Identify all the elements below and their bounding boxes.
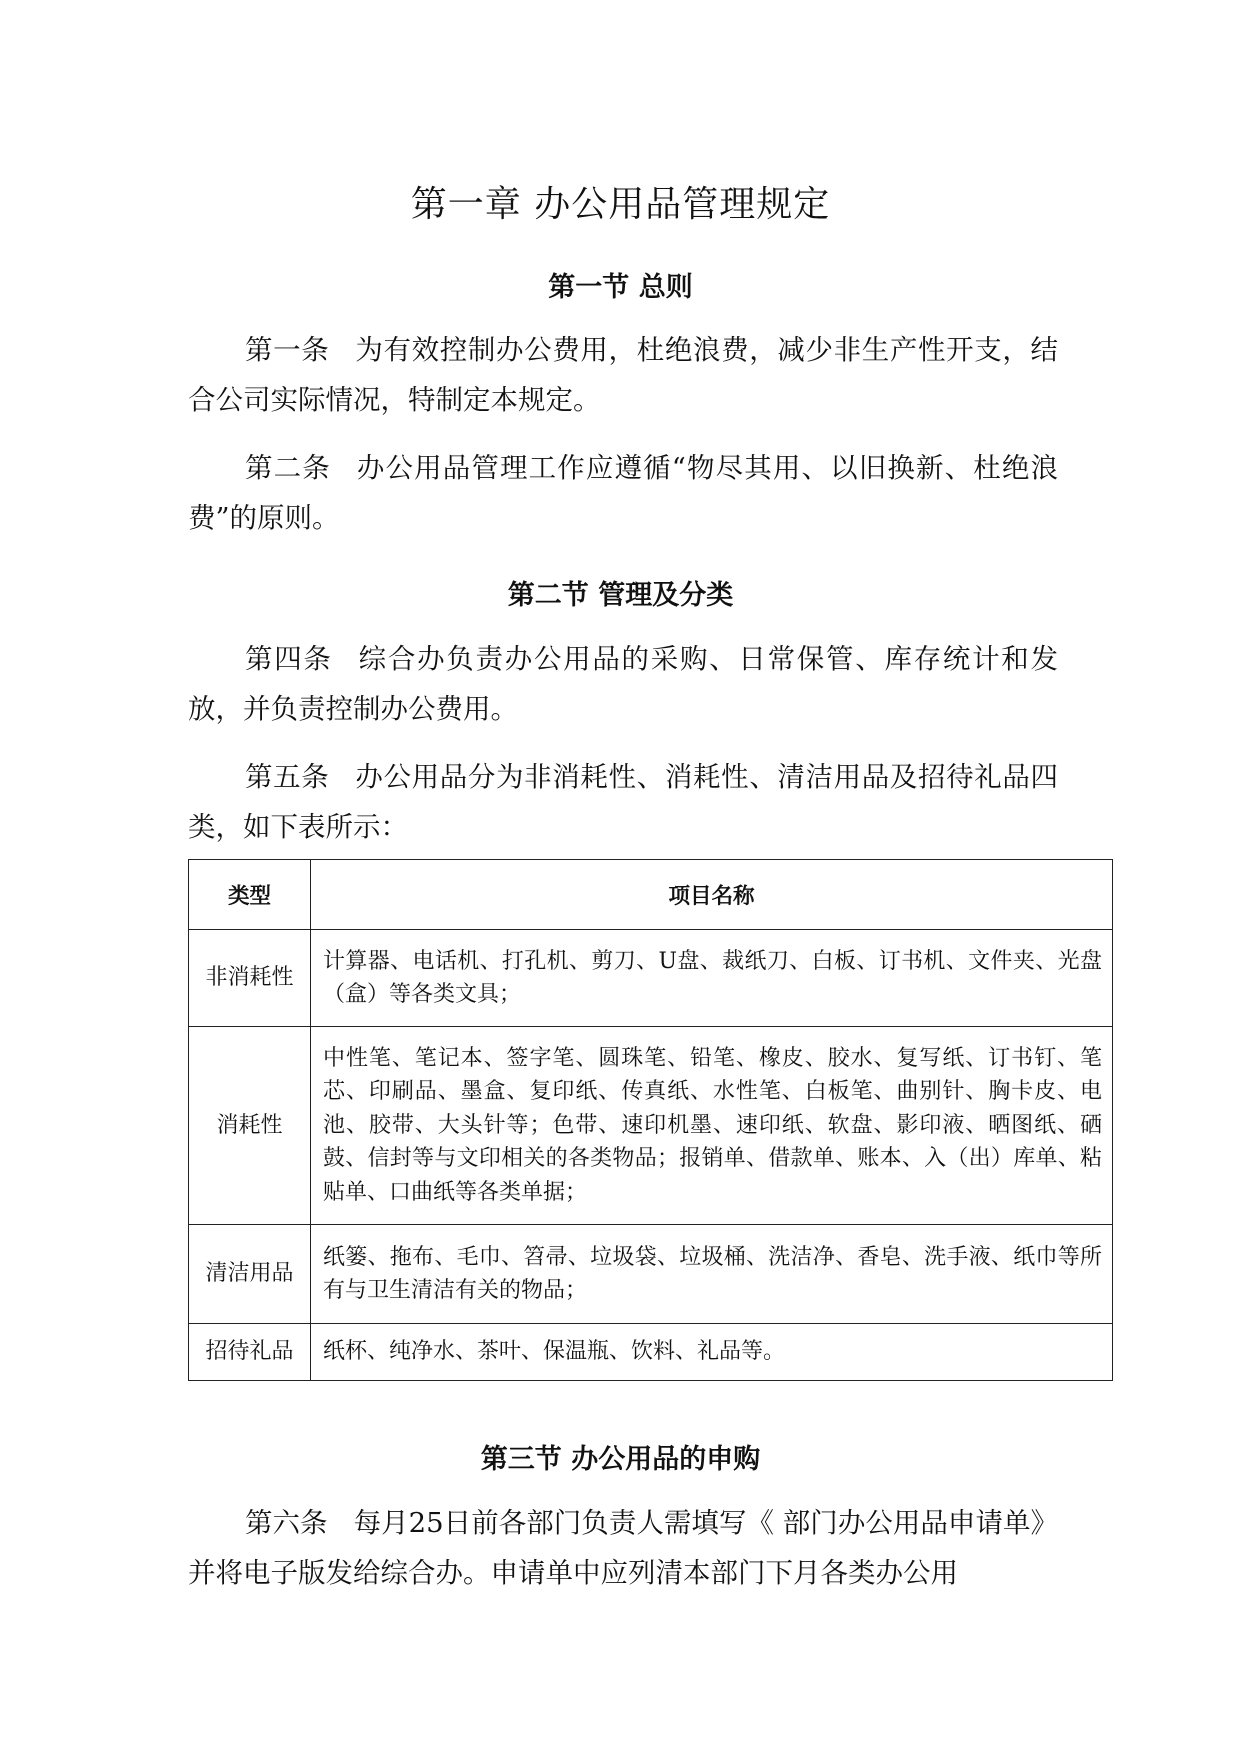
- table-header-row: [189, 860, 1113, 930]
- section-title-1: 第一节 总则: [548, 272, 693, 303]
- article-label: 第四条: [245, 643, 333, 675]
- section-title-3: 第三节 办公用品的申购: [480, 1444, 761, 1475]
- article-label: 第六条: [245, 1507, 328, 1539]
- table-cell-items: 纸篓、拖布、毛巾、笤帚、垃圾袋、垃圾桶、洗洁净、香皂、洗手液、纸巾等所有与卫生清洁有关的物品；: [311, 1225, 1113, 1324]
- article-5: [188, 752, 1058, 852]
- article-text: 办公用品管理工作应遵循“物尽其用、以旧换新、杜绝浪费”的原则。: [188, 452, 1059, 534]
- article-1: [188, 325, 1058, 425]
- article-text: 办公用品分为非消耗性、消耗性、清洁用品及招待礼品四类，如下表所示：: [188, 761, 1058, 843]
- table-cell-items: 中性笔、笔记本、签字笔、圆珠笔、铅笔、橡皮、胶水、复写纸、订书钉、笔芯、印刷品、墨盒、复印纸、传真纸、水性笔、白板笔、曲别针、胸卡皮、电池、胶带、大头针等；色带、速印机墨、速印纸、软盘、影印液、晒图纸、硒鼓、信封等与文印相关的各类物品；报销单、借款单、账本、入（出）库单、粘贴单、口曲纸等各类单据；: [311, 1027, 1113, 1225]
- article-label: 第五条: [245, 761, 330, 793]
- table-row: [189, 1324, 1113, 1381]
- table-row: [189, 930, 1113, 1027]
- chapter-title: 第一章 办公用品管理规定: [410, 184, 831, 225]
- article-label: 第一条: [245, 334, 330, 366]
- table-row: [189, 1225, 1113, 1324]
- article-text: 每月25日前各部门负责人需填写《 部门办公用品申请单》并将电子版发给综合办。申请单中应列清本部门下月各类办公用: [188, 1507, 1059, 1589]
- table-header-items: 项目名称: [311, 860, 1113, 930]
- article-4: [188, 634, 1058, 734]
- article-label: 第二条: [245, 452, 331, 484]
- table-cell-type: 清洁用品: [189, 1225, 311, 1324]
- article-6: [188, 1498, 1058, 1598]
- table-row: [189, 1027, 1113, 1225]
- table-cell-type: 非消耗性: [189, 930, 311, 1027]
- table-cell-type: 消耗性: [189, 1027, 311, 1225]
- article-text: 为有效控制办公费用，杜绝浪费，减少非生产性开支，结合公司实际情况，特制定本规定。: [188, 334, 1058, 416]
- table-cell-items: 计算器、电话机、打孔机、剪刀、U盘、裁纸刀、白板、订书机、文件夹、光盘（盒）等各类文具；: [311, 930, 1113, 1027]
- table-cell-type: 招待礼品: [189, 1324, 311, 1381]
- table-header-type: 类型: [189, 860, 311, 930]
- supplies-table: [188, 859, 1113, 1381]
- section-title-2: 第二节 管理及分类: [507, 580, 734, 611]
- article-2: [188, 443, 1058, 543]
- table-cell-items: 纸杯、纯净水、茶叶、保温瓶、饮料、礼品等。: [311, 1324, 1113, 1381]
- article-text: 综合办负责办公用品的采购、日常保管、库存统计和发放，并负责控制办公费用。: [188, 643, 1059, 725]
